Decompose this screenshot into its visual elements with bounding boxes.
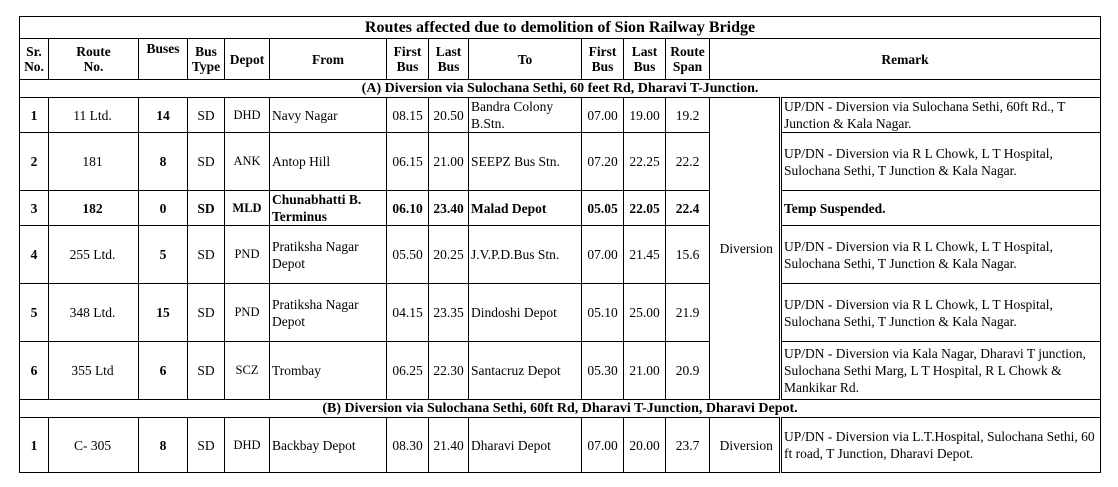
routes-table <box>19 16 1101 473</box>
cell-depot: DHD <box>225 98 270 133</box>
cell-first-bus-2: 07.00 <box>582 226 624 284</box>
table-row <box>20 98 1101 133</box>
table-row <box>20 418 1101 473</box>
cell-last-bus-2: 22.25 <box>624 133 666 191</box>
cell-to: Malad Depot <box>469 191 582 226</box>
header-last-bus-2: Last Bus <box>624 39 666 80</box>
diversion-label: Diversion <box>714 418 781 473</box>
cell-bus-type: SD <box>188 418 225 473</box>
cell-route: C- 305 <box>49 418 139 473</box>
cell-from: Antop Hill <box>270 133 387 191</box>
cell-last-bus-1: 21.00 <box>429 133 469 191</box>
cell-first-bus-2: 07.00 <box>582 98 624 133</box>
header-buses: Buses <box>139 39 188 80</box>
cell-depot: DHD <box>225 418 270 473</box>
cell-to: Dharavi Depot <box>469 418 582 473</box>
header-from: From <box>270 39 387 80</box>
header-first-bus-2: First Bus <box>582 39 624 80</box>
header-route-span: Route Span <box>666 39 710 80</box>
cell-from: Backbay Depot <box>270 418 387 473</box>
cell-first-bus-1: 06.15 <box>387 133 429 191</box>
cell-bus-type: SD <box>188 284 225 342</box>
cell-last-bus-2: 19.00 <box>624 98 666 133</box>
section-heading: (A) Diversion via Sulochana Sethi, 60 feet Rd, Dharavi T-Junction. <box>20 80 1101 98</box>
header-row <box>20 39 1101 80</box>
cell-last-bus-1: 20.25 <box>429 226 469 284</box>
cell-depot: SCZ <box>225 342 270 400</box>
cell-last-bus-1: 20.50 <box>429 98 469 133</box>
cell-bus-type: SD <box>188 133 225 191</box>
cell-first-bus-1: 05.50 <box>387 226 429 284</box>
cell-buses: 8 <box>139 418 188 473</box>
cell-last-bus-2: 22.05 <box>624 191 666 226</box>
cell-first-bus-1: 06.25 <box>387 342 429 400</box>
cell-first-bus-2: 05.30 <box>582 342 624 400</box>
header-bus-type: Bus Type <box>188 39 225 80</box>
cell-sr: 5 <box>20 284 49 342</box>
cell-sr: 6 <box>20 342 49 400</box>
cell-from: Trombay <box>270 342 387 400</box>
cell-first-bus-1: 04.15 <box>387 284 429 342</box>
cell-from: Chunabhatti B. Terminus <box>270 191 387 226</box>
cell-last-bus-2: 20.00 <box>624 418 666 473</box>
cell-depot: PND <box>225 284 270 342</box>
cell-to: Santacruz Depot <box>469 342 582 400</box>
cell-route: 181 <box>49 133 139 191</box>
cell-remark: UP/DN - Diversion via R L Chowk, L T Hospital, Sulochana Sethi, T Junction & Kala Nagar. <box>781 226 1101 284</box>
table-row <box>20 342 1101 400</box>
header-route: Route No. <box>49 39 139 80</box>
cell-bus-type: SD <box>188 191 225 226</box>
header-remark: Remark <box>710 39 1101 80</box>
table-row <box>20 191 1101 226</box>
cell-depot: ANK <box>225 133 270 191</box>
cell-to: SEEPZ Bus Stn. <box>469 133 582 191</box>
table-row <box>20 226 1101 284</box>
header-depot: Depot <box>225 39 270 80</box>
table-row <box>20 284 1101 342</box>
cell-route: 182 <box>49 191 139 226</box>
table-title: Routes affected due to demolition of Sion Railway Bridge <box>20 17 1101 39</box>
cell-from: Pratiksha Nagar Depot <box>270 284 387 342</box>
cell-route-span: 23.7 <box>666 418 710 473</box>
table-row <box>20 133 1101 191</box>
cell-to: Dindoshi Depot <box>469 284 582 342</box>
cell-remark: Temp Suspended. <box>781 191 1101 226</box>
cell-remark: UP/DN - Diversion via Kala Nagar, Dharavi T junction, Sulochana Sethi Marg, L T Hospital, R L Chowk & Mankikar Rd. <box>781 342 1101 400</box>
cell-buses: 14 <box>139 98 188 133</box>
cell-bus-type: SD <box>188 98 225 133</box>
cell-buses: 8 <box>139 133 188 191</box>
cell-buses: 5 <box>139 226 188 284</box>
cell-last-bus-2: 21.45 <box>624 226 666 284</box>
cell-route-span: 15.6 <box>666 226 710 284</box>
cell-sr: 2 <box>20 133 49 191</box>
section-heading: (B) Diversion via Sulochana Sethi, 60ft Rd, Dharavi T-Junction, Dharavi Depot. <box>20 400 1101 418</box>
cell-last-bus-1: 23.40 <box>429 191 469 226</box>
cell-first-bus-1: 08.15 <box>387 98 429 133</box>
cell-bus-type: SD <box>188 342 225 400</box>
cell-route: 11 Ltd. <box>49 98 139 133</box>
cell-remark: UP/DN - Diversion via L.T.Hospital, Sulochana Sethi, 60 ft road, T Junction, Dharavi Depot. <box>781 418 1101 473</box>
cell-route: 355 Ltd <box>49 342 139 400</box>
cell-sr: 3 <box>20 191 49 226</box>
cell-first-bus-2: 05.05 <box>582 191 624 226</box>
cell-to: Bandra Colony B.Stn. <box>469 98 582 133</box>
cell-route-span: 22.2 <box>666 133 710 191</box>
cell-first-bus-1: 08.30 <box>387 418 429 473</box>
cell-buses: 0 <box>139 191 188 226</box>
cell-last-bus-1: 21.40 <box>429 418 469 473</box>
cell-buses: 6 <box>139 342 188 400</box>
cell-depot: PND <box>225 226 270 284</box>
cell-buses: 15 <box>139 284 188 342</box>
header-first-bus-1: First Bus <box>387 39 429 80</box>
cell-route: 255 Ltd. <box>49 226 139 284</box>
cell-sr: 4 <box>20 226 49 284</box>
cell-first-bus-2: 07.20 <box>582 133 624 191</box>
cell-sr: 1 <box>20 418 49 473</box>
cell-from: Navy Nagar <box>270 98 387 133</box>
cell-route: 348 Ltd. <box>49 284 139 342</box>
diversion-label: Diversion <box>714 98 781 400</box>
cell-bus-type: SD <box>188 226 225 284</box>
header-last-bus-1: Last Bus <box>429 39 469 80</box>
cell-first-bus-2: 05.10 <box>582 284 624 342</box>
cell-last-bus-2: 25.00 <box>624 284 666 342</box>
cell-last-bus-2: 21.00 <box>624 342 666 400</box>
cell-remark: UP/DN - Diversion via Sulochana Sethi, 60ft Rd., T Junction & Kala Nagar. <box>781 98 1101 133</box>
cell-route-span: 19.2 <box>666 98 710 133</box>
cell-last-bus-1: 22.30 <box>429 342 469 400</box>
cell-from: Pratiksha Nagar Depot <box>270 226 387 284</box>
cell-route-span: 20.9 <box>666 342 710 400</box>
cell-sr: 1 <box>20 98 49 133</box>
header-sr: Sr. No. <box>20 39 49 80</box>
cell-route-span: 22.4 <box>666 191 710 226</box>
cell-depot: MLD <box>225 191 270 226</box>
cell-first-bus-1: 06.10 <box>387 191 429 226</box>
cell-remark: UP/DN - Diversion via R L Chowk, L T Hospital, Sulochana Sethi, T Junction & Kala Nagar. <box>781 284 1101 342</box>
cell-route-span: 21.9 <box>666 284 710 342</box>
header-to: To <box>469 39 582 80</box>
cell-first-bus-2: 07.00 <box>582 418 624 473</box>
cell-to: J.V.P.D.Bus Stn. <box>469 226 582 284</box>
cell-remark: UP/DN - Diversion via R L Chowk, L T Hospital, Sulochana Sethi, T Junction & Kala Nagar. <box>781 133 1101 191</box>
cell-last-bus-1: 23.35 <box>429 284 469 342</box>
